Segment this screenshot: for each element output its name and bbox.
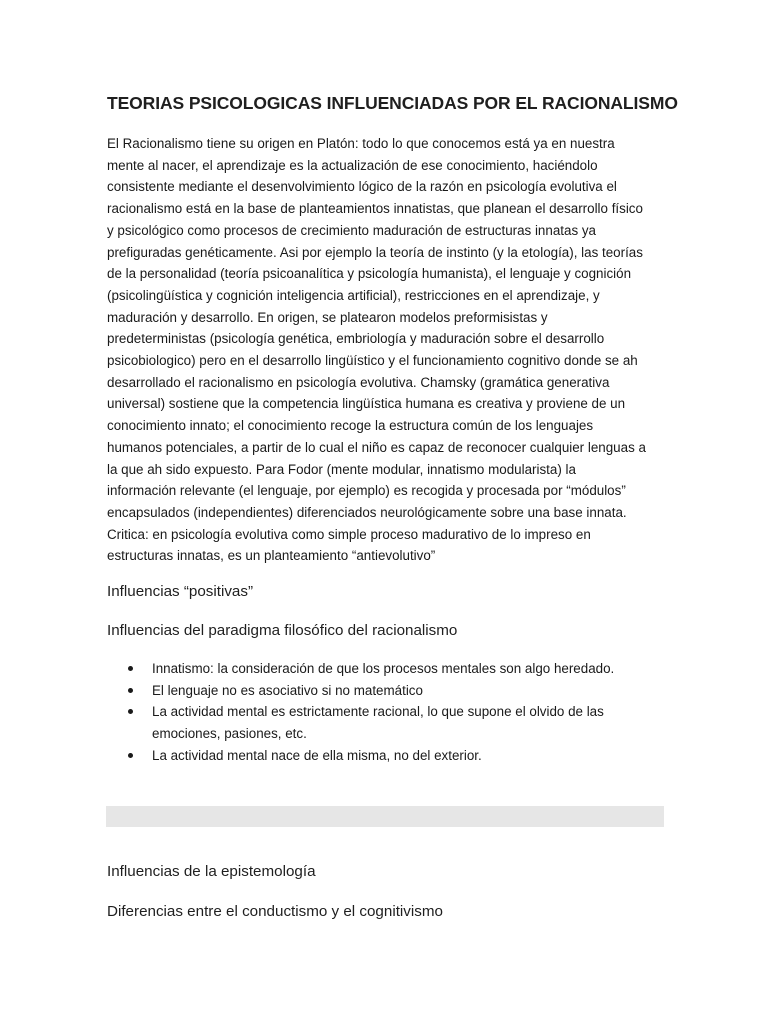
paragraph-line: humanos potenciales, a partir de lo cual el niño es capaz de reconocer cualquier lenguas a	[107, 439, 646, 455]
paragraph-line: consistente mediante el desenvolvimiento lógico de la razón en psicología evolutiva el	[107, 179, 617, 195]
bullet-icon	[128, 753, 133, 758]
bullet-text: Innatismo: la consideración de que los procesos mentales son algo heredado.	[152, 661, 615, 676]
heading-paradigma-racionalismo: Influencias del paradigma filosófico del racionalismo	[107, 622, 458, 639]
paragraph-line: prefiguradas genéticamente. Asi por ejemplo la teoría de instinto (y la etología), las teorías	[107, 244, 643, 260]
bullet-text: La actividad mental es estrictamente racional, lo que supone el olvido de las	[152, 704, 604, 720]
paragraph-line: predeterministas (psicología genética, embriología y maduración sobre el desarrollo	[107, 331, 605, 347]
paragraph-line: estructuras innatas, es un planteamiento “antievolutivo”	[107, 548, 436, 564]
paragraph-line: psicobiologico) pero en el desarrollo lingüístico y el funcionamiento cognitivo donde se ah	[107, 353, 638, 369]
bullet-item-lenguaje	[107, 680, 667, 702]
main-paragraph	[107, 133, 667, 567]
paragraph-line: de la personalidad (teoría psicoanalítica y psicología humanista), el lenguaje y cognición	[107, 266, 632, 282]
heading-diferencias-conductismo-cognitivismo: Diferencias entre el conductismo y el cognitivismo	[107, 903, 443, 920]
paragraph-line: y psicológico como procesos de crecimiento maduración de estructuras innatas ya	[107, 222, 597, 238]
bullet-item-actividad-racional	[107, 701, 667, 744]
bullet-text: La actividad mental nace de ella misma, no del exterior.	[152, 747, 482, 763]
bullet-item-actividad-interior	[107, 745, 667, 767]
paragraph-line: Critica: en psicología evolutiva como simple proceso madurativo de lo impreso en	[107, 526, 591, 542]
bullet-icon	[128, 709, 133, 714]
paragraph-line: racionalismo está en la base de planteamientos innatistas, que planean el desarrollo físico	[107, 201, 643, 217]
paragraph-line: (psicolingüística y cognición inteligencia artificial), restricciones en el aprendizaje, y	[107, 287, 600, 303]
bullet-item-innatismo	[107, 658, 667, 680]
paragraph-line: encapsulados (independientes) diferenciados neurológicamente sobre una base innata.	[107, 504, 627, 520]
document-title: TEORIAS PSICOLOGICAS INFLUENCIADAS POR EL RACIONALISMO	[107, 93, 678, 113]
bullet-icon	[128, 688, 133, 693]
paragraph-line: información relevante (el lenguaje, por ejemplo) es recogida y procesada por “módulos”	[107, 483, 626, 499]
heading-influencias-epistemologia: Influencias de la epistemología	[107, 863, 316, 880]
paragraph-line: El Racionalismo tiene su origen en Platón: todo lo que conocemos está ya en nuestra	[107, 136, 615, 151]
shaded-separator-band	[106, 806, 664, 827]
paragraph-line: conocimiento innato; el conocimiento recoge la estructura común de los lenguajes	[107, 418, 594, 434]
paragraph-line: desarrollado el racionalismo en psicología evolutiva. Chamsky (gramática generativa	[107, 374, 610, 390]
bullet-icon	[128, 666, 133, 671]
bullet-list	[107, 658, 667, 767]
bullet-text: El lenguaje no es asociativo si no matemático	[152, 682, 423, 698]
paragraph-line: la que ah sido expuesto. Para Fodor (mente modular, innatismo modularista) la	[107, 461, 576, 477]
bullet-text-continuation: emociones, pasiones, etc.	[152, 726, 307, 742]
heading-influencias-positivas: Influencias “positivas”	[107, 583, 254, 600]
paragraph-line: universal) sostiene que la competencia lingüística humana es creativa y proviene de un	[107, 396, 626, 412]
paragraph-line: mente al nacer, el aprendizaje es la actualización de ese conocimiento, haciéndolo	[107, 157, 598, 173]
paragraph-line: maduración y desarrollo. En origen, se platearon modelos preformisistas y	[107, 309, 548, 325]
